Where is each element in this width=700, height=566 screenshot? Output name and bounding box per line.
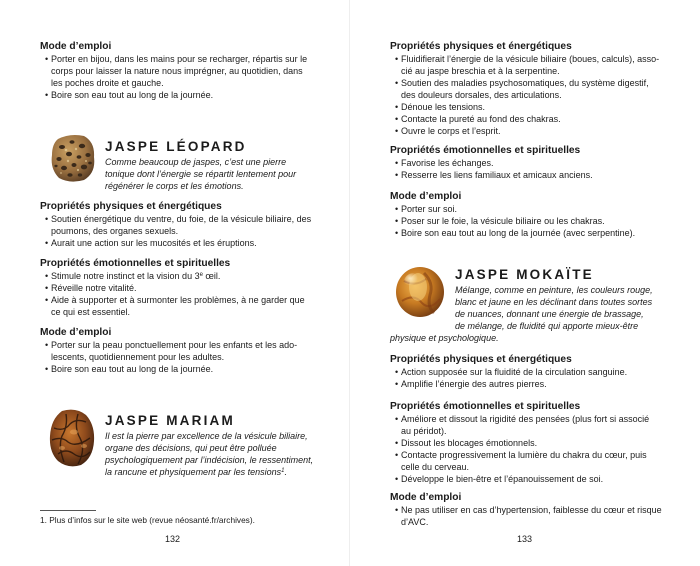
- jaspe-mariam-title: JASPE MARIAM: [105, 413, 235, 428]
- usage-item-2: • Boire son eau tout au long de la journée.: [51, 90, 213, 102]
- mokaite-emotional-item-2: • Dissout les blocages émotionnels.: [401, 438, 537, 450]
- jaspe-mariam-intro-line-3: psychologiquement par l’indécision, le ressentiment,: [105, 455, 314, 465]
- leopard-emotional-item-1-end: œil.: [202, 271, 221, 281]
- mokaite-usage-item-1-line-2: d’AVC.: [401, 517, 429, 527]
- mokaite-emotional-item-3-line-2: celle du cerveau.: [401, 462, 470, 472]
- leopard-emotional-item-3-line-2: ce qui est essentiel.: [51, 307, 131, 317]
- usage-item-3: • Boire son eau tout au long de la journée (avec serpentine).: [401, 228, 635, 240]
- physical-item-1-line-2: cié au jaspe breschia et à la serpentine.: [401, 66, 560, 76]
- jaspe-leopard-intro-line-1: Comme beaucoup de jaspes, c’est une pierre: [105, 157, 287, 167]
- right-page: [350, 0, 700, 566]
- usage-item-2: • Poser sur le foie, la vésicule biliaire ou les chakras.: [401, 216, 605, 228]
- mokaite-physical-item-2: • Amplifie l’énergie des autres pierres.: [401, 379, 547, 391]
- leopard-physical-item-1-line-1: • Soutien énergétique du ventre, du foie, de la vésicule biliaire, des: [51, 214, 311, 226]
- usage-heading: Mode d’emploi: [40, 41, 112, 52]
- leopard-emotional-item-1: [51, 271, 220, 283]
- jaspe-mariam-stone-image: [48, 408, 96, 468]
- jaspe-mariam-intro-line-1: Il est la pierre par excellence de la vésicule biliaire,: [105, 431, 308, 441]
- physical-item-3: • Dénoue les tensions.: [401, 102, 485, 114]
- jaspe-mokaite-intro-line-1: Mélange, comme en peinture, les couleurs rouge,: [455, 285, 653, 295]
- physical-item-2-line-1: • Soutien des maladies psychosomatiques, du système digestif,: [401, 78, 649, 90]
- page-number-left: 132: [165, 534, 181, 544]
- usage-item-1-line-1: • Porter en bijou, dans les mains pour se recharger, répartis sur le: [51, 54, 307, 66]
- jaspe-mariam-intro-line-4: [105, 467, 287, 479]
- footnote: 1. Plus d’infos sur le site web (revue néosanté.fr/archives).: [40, 515, 255, 525]
- jaspe-mokaite-intro-line-2: blanc et jaune en les déclinant dans toutes sortes: [455, 297, 653, 307]
- mokaite-emotional-item-3-line-1: • Contacte progressivement la lumière du chakra du cœur, puis: [401, 450, 647, 462]
- usage-item-1: • Porter sur soi.: [401, 204, 457, 216]
- mokaite-usage-heading: Mode d’emploi: [390, 492, 462, 503]
- jaspe-mokaite-intro-line-5: physique et psychologique.: [390, 333, 499, 343]
- jaspe-leopard-title: JASPE LÉOPARD: [105, 139, 247, 154]
- jaspe-mariam-intro-line-2: organe des décisions, qui peut être polluée: [105, 443, 277, 453]
- footnote-rule: [40, 510, 96, 511]
- leopard-emotional-heading: Propriétés émotionnelles et spirituelles: [40, 258, 231, 269]
- mokaite-physical-item-1: • Action supposée sur la fluidité de la circulation sanguine.: [401, 367, 627, 379]
- mokaite-emotional-item-1-line-1: • Améliore et dissout la rigidité des pensées (plus fort si associé: [401, 414, 649, 426]
- physical-item-4: • Contacte la pureté au fond des chakras.: [401, 114, 561, 126]
- leopard-physical-item-1-line-2: poumons, des organes sexuels.: [51, 226, 179, 236]
- leopard-emotional-item-3-line-1: • Aide à supporter et à surmonter les problèmes, à ne garder que: [51, 295, 305, 307]
- mokaite-emotional-item-4: • Développe le bien-être et l’épanouissement de soi.: [401, 474, 603, 486]
- footnote-reference: 1: [281, 468, 285, 474]
- physical-heading: Propriétés physiques et énergétiques: [390, 41, 572, 52]
- mokaite-emotional-item-1-line-2: au péridot).: [401, 426, 447, 436]
- leopard-physical-item-2: • Aurait une action sur les mucosités et les éruptions.: [51, 238, 257, 250]
- physical-item-1-line-1: • Fluidifierait l’énergie de la vésicule biliaire (boues, calculs), asso-: [401, 54, 659, 66]
- leopard-physical-heading: Propriétés physiques et énergétiques: [40, 201, 222, 212]
- jaspe-mokaite-title: JASPE MOKAÏTE: [455, 267, 594, 282]
- page-number-right: 133: [517, 534, 533, 544]
- physical-item-5: • Ouvre le corps et l’esprit.: [401, 126, 501, 138]
- leopard-usage-item-2: • Boire son eau tout au long de la journée.: [51, 364, 213, 376]
- emotional-heading: Propriétés émotionnelles et spirituelles: [390, 145, 581, 156]
- leopard-emotional-item-1-text: Stimule notre instinct et la vision du 3: [51, 271, 200, 281]
- jaspe-leopard-intro-line-2: tonique dont l’énergie se répartit lentement pour: [105, 169, 297, 179]
- physical-item-2-line-2: des douleurs dorsales, des articulations.: [401, 90, 562, 100]
- usage-item-1-line-3: les poches droite et gauche.: [51, 78, 164, 88]
- usage-heading: Mode d’emploi: [390, 191, 462, 202]
- leopard-usage-heading: Mode d’emploi: [40, 327, 112, 338]
- jaspe-mariam-intro-line-4-text: la rancune et physiquement par les tensions: [105, 467, 282, 477]
- mokaite-usage-item-1-line-1: • Ne pas utiliser en cas d’hypertension, faiblesse du cœur et risque: [401, 505, 662, 517]
- usage-item-1-line-2: corps pour laisser la nature nous imprégner, au quotidien, dans: [51, 66, 303, 76]
- ordinal-superscript: e: [199, 272, 203, 278]
- emotional-item-1: • Favorise les échanges.: [401, 158, 494, 170]
- jaspe-leopard-stone-image: [50, 133, 96, 183]
- leopard-usage-item-1-line-1: • Porter sur la peau ponctuellement pour les enfants et les ado-: [51, 340, 297, 352]
- jaspe-mokaite-stone-image: [394, 265, 446, 319]
- jaspe-mariam-intro-line-4-end: .: [284, 467, 287, 477]
- jaspe-mokaite-intro-line-4: de mélange, de fluidité qui apporte mieux-être: [455, 321, 639, 331]
- mokaite-physical-heading: Propriétés physiques et énergétiques: [390, 354, 572, 365]
- leopard-usage-item-1-line-2: lescents, quotidiennement pour les adultes.: [51, 352, 225, 362]
- mokaite-emotional-heading: Propriétés émotionnelles et spirituelles: [390, 401, 581, 412]
- emotional-item-2: • Resserre les liens familiaux et amicaux anciens.: [401, 170, 593, 182]
- jaspe-leopard-intro-line-3: régénérer le corps et les émotions.: [105, 181, 244, 191]
- jaspe-mokaite-intro-line-3: de nuances, donnant une énergie de brassage,: [455, 309, 644, 319]
- leopard-emotional-item-2: • Réveille notre vitalité.: [51, 283, 137, 295]
